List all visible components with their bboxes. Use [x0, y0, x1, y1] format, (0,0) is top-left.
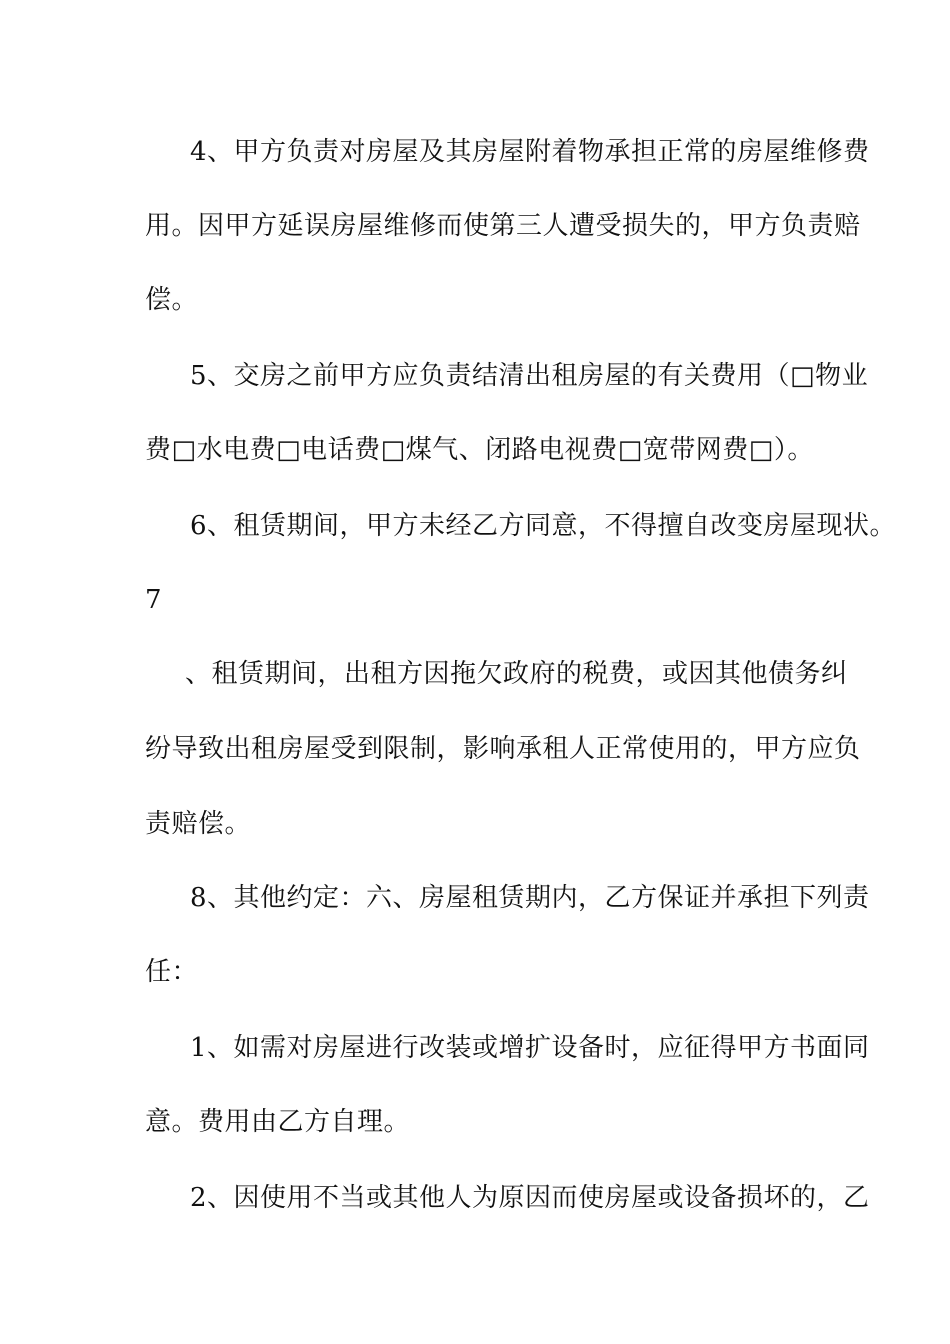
paragraph-4-line-1: 4、甲方负责对房屋及其房屋附着物承担正常的房屋维修费: [190, 137, 870, 167]
paragraph-5-line-1: 5、交房之前甲方应负责结清出租房屋的有关费用（□物业: [190, 361, 869, 391]
responsibility-1-line-2: 意。费用由乙方自理。: [145, 1107, 411, 1137]
paragraph-8-line-2: 任：: [145, 957, 199, 987]
responsibility-1-line-1: 1、如需对房屋进行改装或增扩设备时，应征得甲方书面同: [190, 1033, 870, 1063]
paragraph-7-line-2: 纷导致出租房屋受到限制，影响承租人正常使用的，甲方应负: [145, 734, 861, 764]
paragraph-7-line-1: 、租赁期间，出租方因拖欠政府的税费，或因其他债务纠: [185, 659, 848, 689]
paragraph-7-line-3: 责赔偿。: [145, 809, 252, 839]
paragraph-5-line-2: 费□水电费□电话费□煤气、闭路电视费□宽带网费□）。: [145, 435, 814, 465]
paragraph-8-line-1: 8、其他约定：六、房屋租赁期内，乙方保证并承担下列责: [190, 883, 870, 913]
paragraph-4-line-2: 用。因甲方延误房屋维修而使第三人遭受损失的，甲方负责赔: [145, 211, 861, 241]
responsibility-2-line-1: 2、因使用不当或其他人为原因而使房屋或设备损坏的，乙: [190, 1183, 870, 1213]
paragraph-7-number: 7: [145, 585, 163, 615]
paragraph-4-line-3: 偿。: [145, 285, 199, 315]
paragraph-6-line-1: 6、租赁期间，甲方未经乙方同意，不得擅自改变房屋现状。: [190, 511, 897, 541]
